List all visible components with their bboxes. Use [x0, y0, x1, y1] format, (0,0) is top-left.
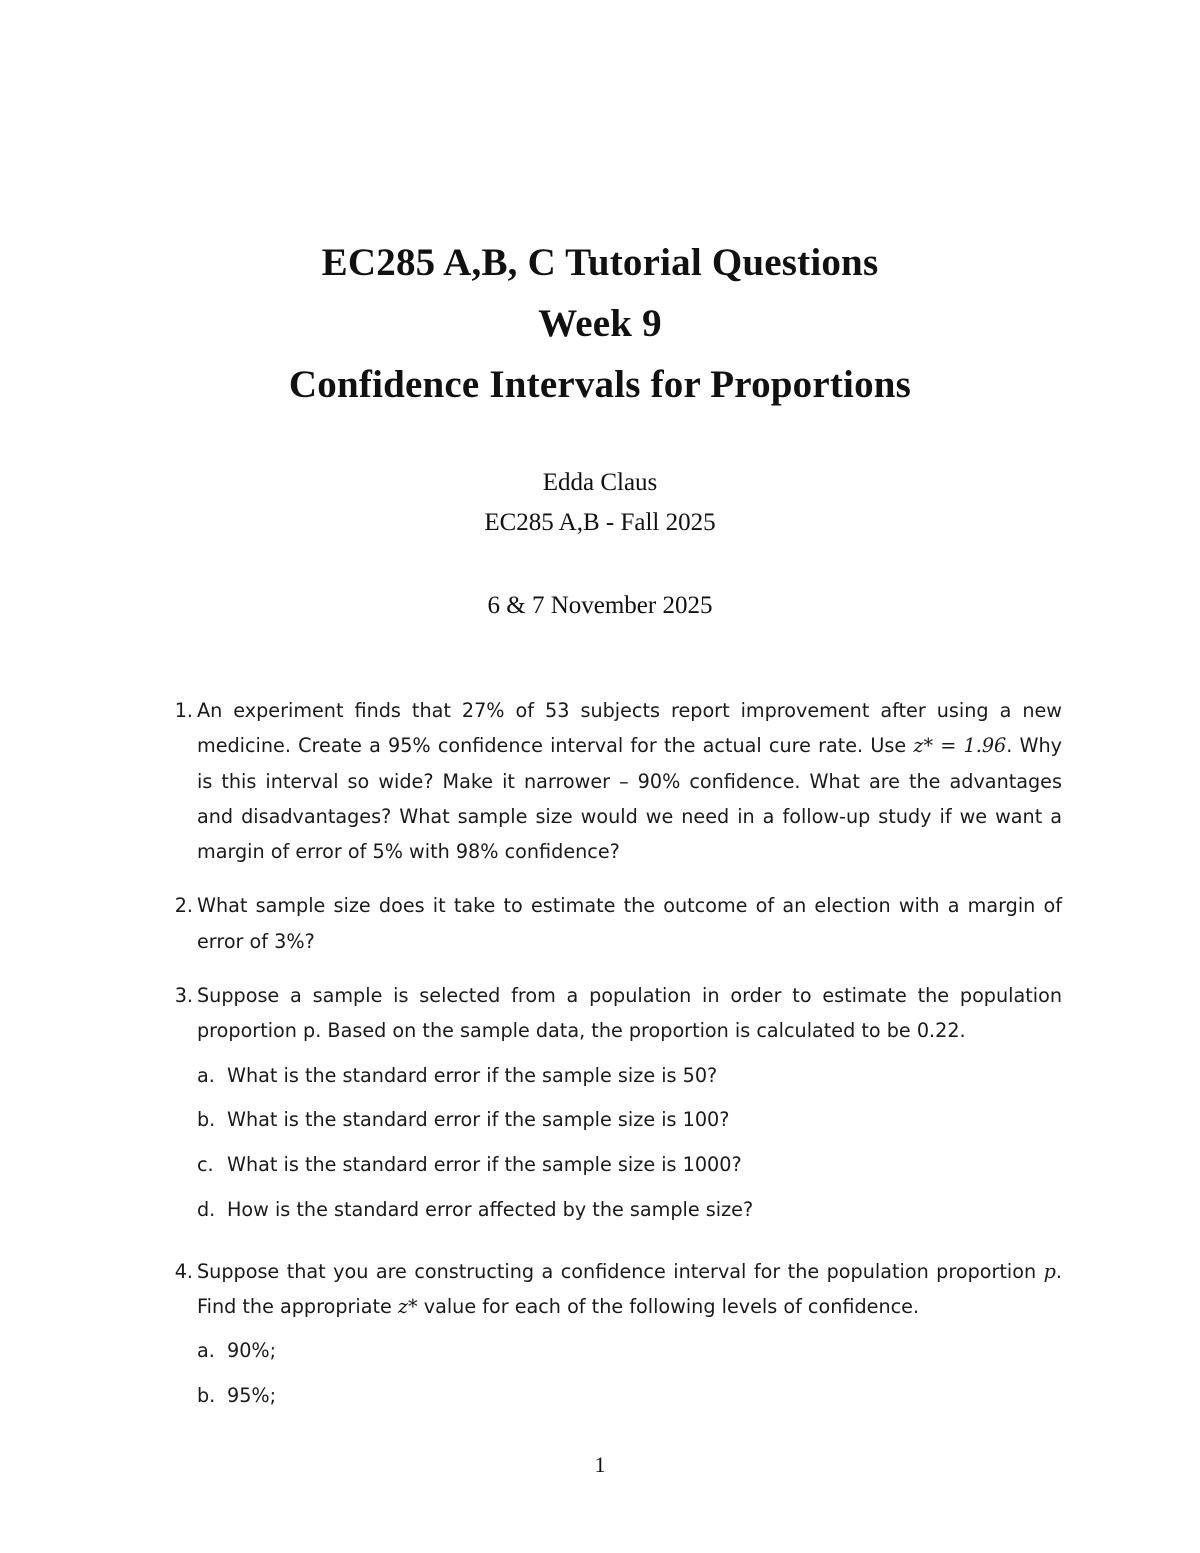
- question-text: What sample size does it take to estimate the outcome of an election with a margin of error of 3%?: [197, 894, 1062, 953]
- question-1: [160, 693, 1062, 869]
- sub-question-text: What is the standard error if the sample size is 1000?: [227, 1153, 742, 1177]
- question-number: 4.: [174, 1259, 193, 1283]
- question-text-part: An experiment finds that 27% of 53 subjects report improvement after using a new medicine. Create a 95% confidence interval for the actual cure rate. Use: [197, 699, 1062, 758]
- question-number: 2.: [174, 894, 193, 918]
- sub-question-b: [197, 1378, 1062, 1413]
- sub-question-label: b.: [197, 1384, 216, 1408]
- sub-question-list: [197, 1333, 1062, 1413]
- sub-question-a: [197, 1333, 1062, 1368]
- sub-question-label: b.: [197, 1108, 216, 1132]
- question-number: 1.: [174, 699, 193, 722]
- sub-question-text: 95%;: [227, 1384, 277, 1408]
- sub-question-text: 90%;: [227, 1339, 277, 1363]
- question-text: [197, 1254, 1062, 1325]
- sub-question-d: [197, 1192, 1062, 1227]
- title-line-course: EC285 A,B, C Tutorial Questions: [321, 241, 879, 284]
- question-number: 3.: [174, 984, 193, 1008]
- math-z-value: z* = 1.96: [913, 734, 1007, 758]
- sub-question-label: c.: [197, 1153, 214, 1177]
- question-3: [160, 978, 1062, 1235]
- title-line-topic: Confidence Intervals for Proportions: [288, 363, 912, 406]
- title-block: [0, 232, 1200, 415]
- author-name: Edda Claus: [542, 469, 658, 496]
- question-list: [160, 693, 1062, 1440]
- sub-question-text: What is the standard error if the sample size is 50?: [227, 1063, 718, 1087]
- question-text: Suppose a sample is selected from a population in order to estimate the population proportion p. Based on the sample data, the proportion is calculated to be 0.22.: [197, 984, 1062, 1043]
- sub-question-label: d.: [197, 1198, 216, 1222]
- sub-question-text: What is the standard error if the sample size is 100?: [227, 1108, 730, 1132]
- sub-question-c: [197, 1147, 1062, 1182]
- question-2: [160, 888, 1062, 959]
- question-text-part: . Find the appropriate: [197, 1259, 1062, 1319]
- tutorial-date: 6 & 7 November 2025: [487, 592, 713, 619]
- sub-question-b: [197, 1102, 1062, 1137]
- question-text-part: . Why is this interval so wide? Make it narrower – 90% confidence. What are the advantages and disadvantages? What sample size would we need in a follow-up study if we want a margin of error of 5% with 98% confidence?: [197, 734, 1063, 864]
- author-block: [0, 463, 1200, 626]
- sub-question-a: [197, 1058, 1062, 1093]
- question-text-part: Suppose that you are constructing a confidence interval for the population proportion: [197, 1259, 1044, 1283]
- question-4: [160, 1254, 1062, 1421]
- sub-question-label: a.: [197, 1063, 215, 1087]
- title-line-week: Week 9: [538, 302, 662, 345]
- page-number: 1: [594, 1452, 606, 1477]
- question-text-part: value for each of the following levels of confidence.: [417, 1295, 920, 1319]
- sub-question-list: [197, 1058, 1062, 1228]
- question-text: [197, 693, 1062, 869]
- sub-question-label: a.: [197, 1339, 215, 1363]
- math-p-symbol: p: [1043, 1259, 1056, 1283]
- math-z-symbol: z*: [397, 1295, 418, 1319]
- sub-question-text: How is the standard error affected by the sample size?: [227, 1198, 754, 1222]
- course-term: EC285 A,B - Fall 2025: [484, 509, 716, 536]
